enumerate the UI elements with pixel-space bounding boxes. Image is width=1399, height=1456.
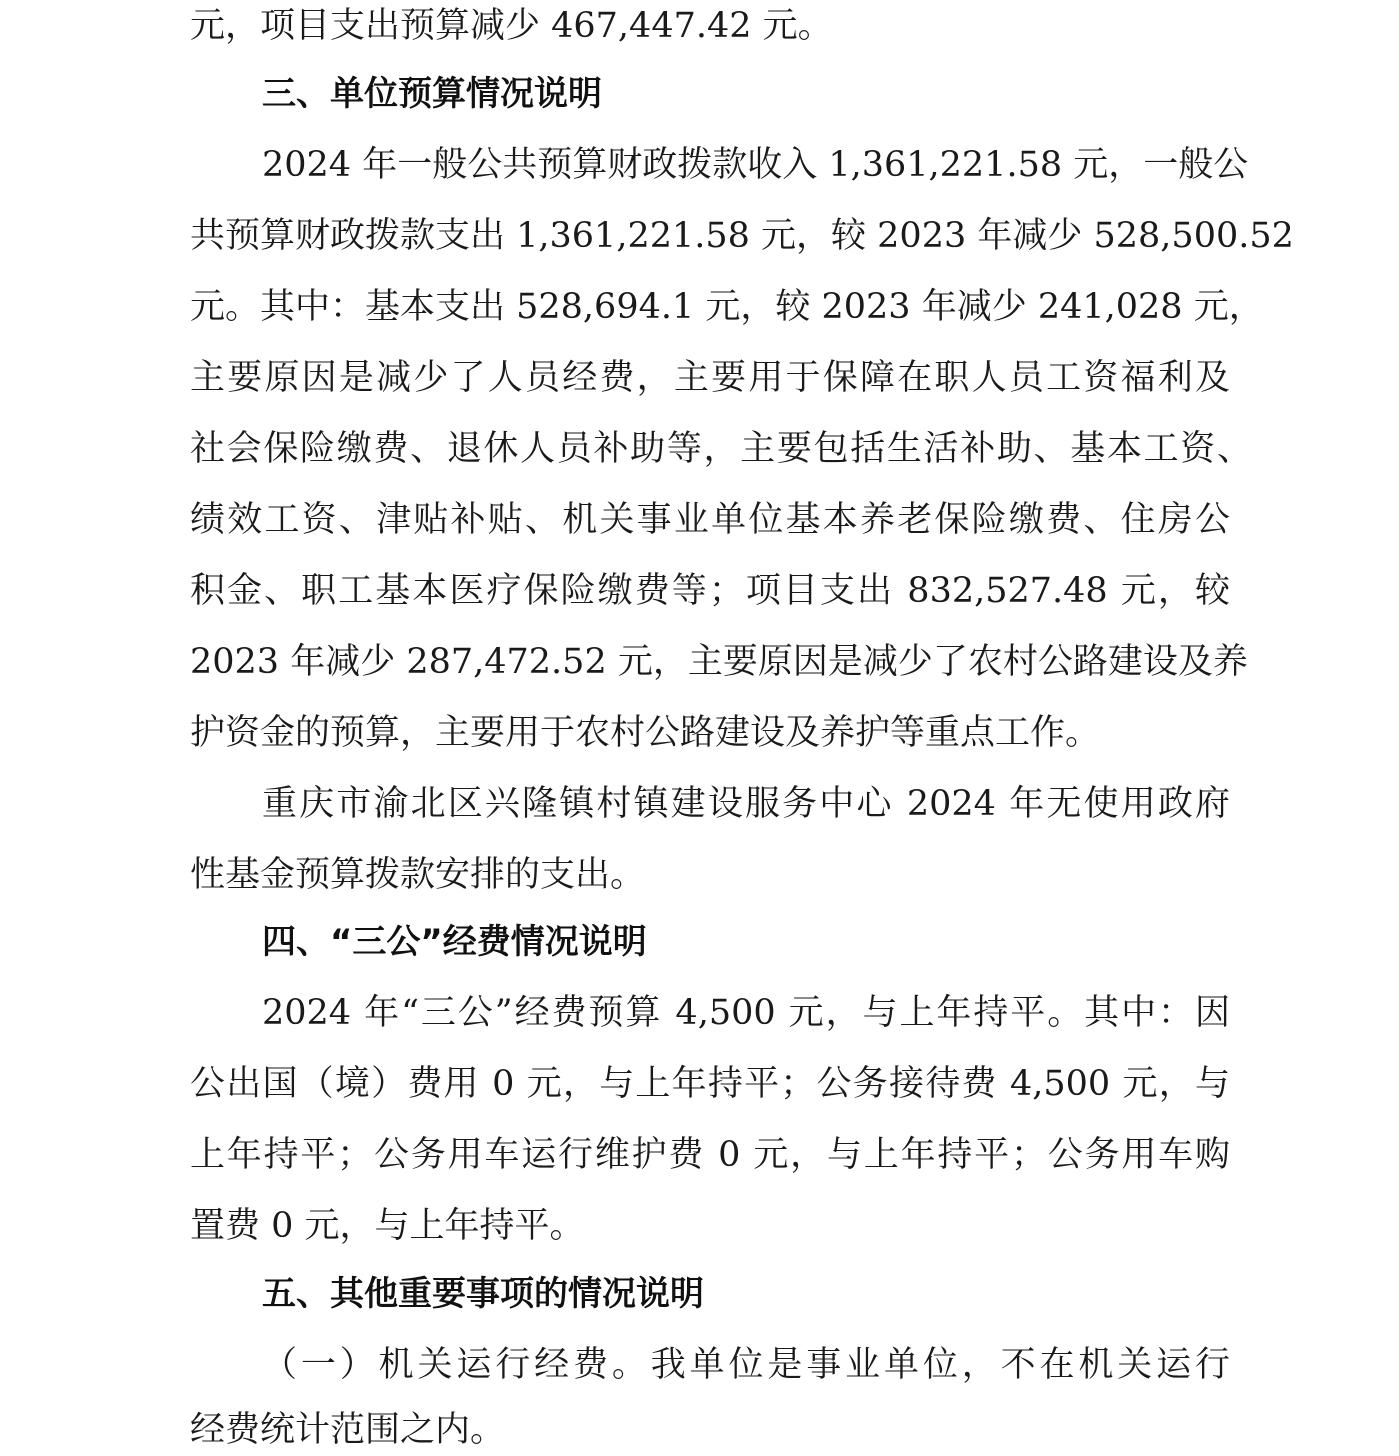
body-text-line: 护资金的预算，主要用于农村公路建设及养护等重点工作。 bbox=[190, 713, 1101, 753]
body-text-line: 经费统计范围之内。 bbox=[190, 1410, 506, 1450]
body-text-line: 公出国（境）费用 0 元，与上年持平；公务接待费 4,500 元，与 bbox=[190, 1064, 1230, 1104]
body-text-line: 积金、职工基本医疗保险缴费等；项目支出 832,527.48 元，较 bbox=[190, 571, 1230, 611]
body-text-line: 性基金预算拨款安排的支出。 bbox=[190, 855, 646, 895]
body-text-line: 2024 年“三公”经费预算 4,500 元，与上年持平。其中：因 bbox=[262, 993, 1230, 1033]
body-text-line: 共预算财政拨款支出 1,361,221.58 元，较 2023 年减少 528,500.52 bbox=[190, 216, 1294, 256]
body-text-line: 2023 年减少 287,472.52 元，主要原因是减少了农村公路建设及养 bbox=[190, 642, 1248, 682]
body-text-line: 重庆市渝北区兴隆镇村镇建设服务中心 2024 年无使用政府 bbox=[262, 784, 1230, 824]
body-text-line: 元，项目支出预算减少 467,447.42 元。 bbox=[190, 6, 833, 46]
body-text-line: 2024 年一般公共预算财政拨款收入 1,361,221.58 元，一般公 bbox=[262, 145, 1249, 185]
body-text-line: 主要原因是减少了人员经费，主要用于保障在职人员工资福利及 bbox=[190, 358, 1230, 398]
section-heading-3: 三、单位预算情况说明 bbox=[262, 74, 602, 114]
section-heading-4: 四、“三公”经费情况说明 bbox=[262, 922, 647, 962]
section-heading-5: 五、其他重要事项的情况说明 bbox=[262, 1274, 704, 1314]
body-text-line: 置费 0 元，与上年持平。 bbox=[190, 1206, 585, 1246]
body-text-line: 绩效工资、津贴补贴、机关事业单位基本养老保险缴费、住房公 bbox=[190, 500, 1230, 540]
body-text-line: 上年持平；公务用车运行维护费 0 元，与上年持平；公务用车购 bbox=[190, 1135, 1230, 1175]
body-text-line: 元。其中：基本支出 528,694.1 元，较 2023 年减少 241,028 元， bbox=[190, 287, 1264, 327]
body-text-line: （一）机关运行经费。我单位是事业单位，不在机关运行 bbox=[262, 1345, 1230, 1385]
body-text-line: 社会保险缴费、退休人员补助等，主要包括生活补助、基本工资、 bbox=[190, 429, 1252, 469]
